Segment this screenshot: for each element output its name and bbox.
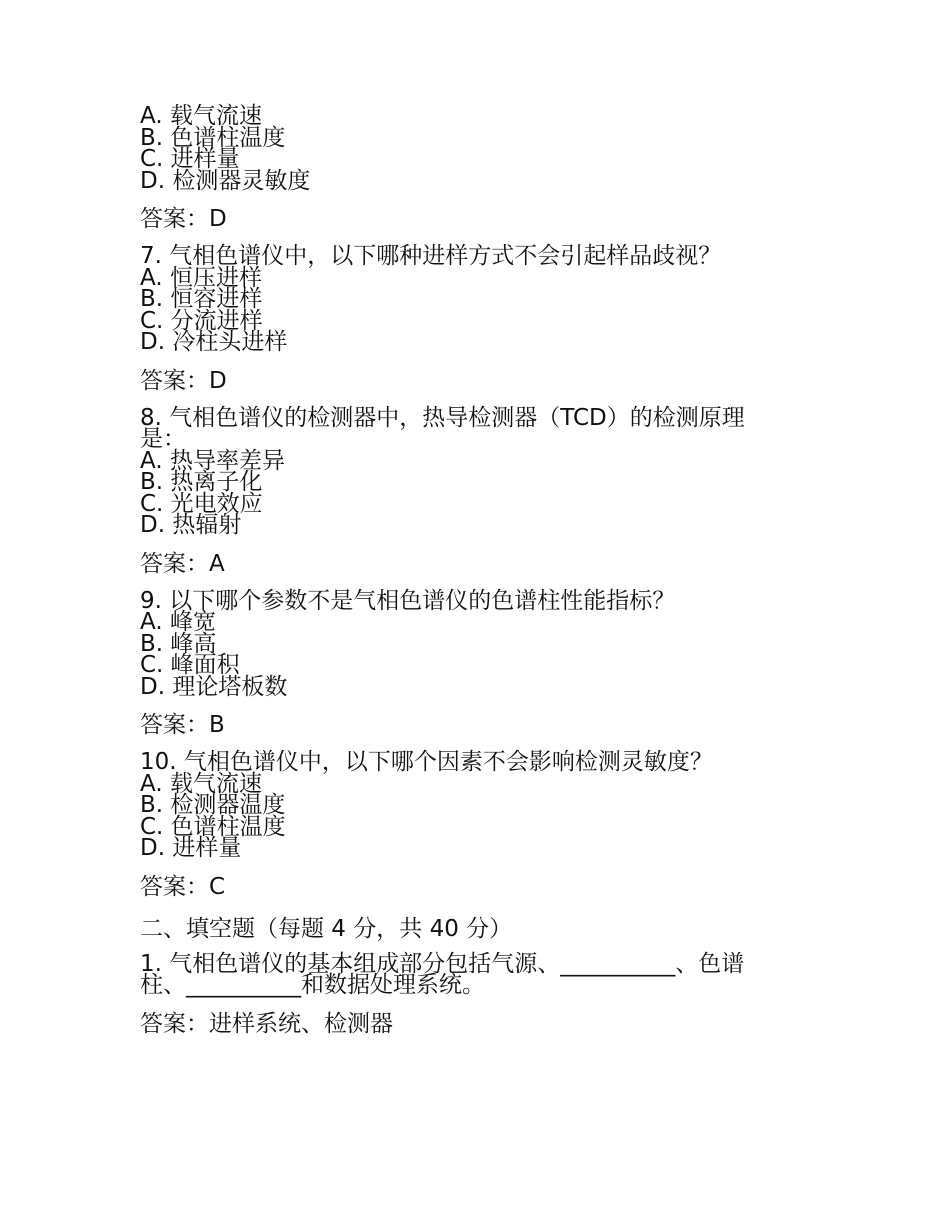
q7-question: 7. 气相色谱仪中，以下哪种进样方式不会引起样品歧视？ — [140, 243, 722, 269]
q8-question-line2: 是： — [140, 426, 186, 452]
q7-option-d: D. 冷柱头进样 — [140, 329, 288, 355]
q8-option-a: A. 热导率差异 — [140, 447, 285, 474]
q9-option-b: B. 峰高 — [140, 630, 217, 657]
q8-answer: 答案：A — [140, 550, 225, 577]
q7-answer: 答案：D — [140, 367, 227, 394]
question-8 — [140, 404, 820, 538]
q10-option-c: C. 色谱柱温度 — [140, 813, 286, 840]
q8-option-c: C. 光电效应 — [140, 490, 263, 517]
question-6-options — [140, 103, 820, 194]
section-2-title: 二、填空题（每题 4 分，共 40 分） — [140, 915, 513, 942]
q10-question: 10. 气相色谱仪中，以下哪个因素不会影响检测灵敏度？ — [140, 749, 713, 775]
q8-question-line1: 8. 气相色谱仪的检测器中，热导检测器（TCD）的检测原理 — [140, 404, 745, 431]
q9-question: 9. 以下哪个参数不是气相色谱仪的色谱柱性能指标？ — [140, 587, 676, 614]
document-page — [140, 103, 820, 1051]
q10-answer: 答案：C — [140, 873, 226, 900]
q9-option-a: A. 峰宽 — [140, 609, 216, 635]
q6-option-c: C. 进样量 — [140, 146, 240, 172]
q6-option-b: B. 色谱柱温度 — [140, 124, 286, 151]
fill1-question-line1: 1. 气相色谱仪的基本组成部分包括气源、__________、色谱 — [140, 950, 745, 977]
q8-option-d: D. 热辐射 — [140, 512, 242, 538]
question-7 — [140, 243, 820, 355]
q8-option-b: B. 热离子化 — [140, 469, 263, 495]
q9-answer: 答案：B — [140, 712, 225, 738]
q9-option-d: D. 理论塔板数 — [140, 673, 288, 700]
q7-option-c: C. 分流进样 — [140, 307, 263, 334]
q10-option-b: B. 检测器温度 — [140, 792, 286, 818]
q6-answer: 答案：D — [140, 206, 227, 232]
question-10 — [140, 749, 820, 861]
q7-option-a: A. 恒压进样 — [140, 264, 262, 291]
q6-option-d: D. 检测器灵敏度 — [140, 167, 311, 194]
q10-option-a: A. 载气流速 — [140, 770, 262, 797]
fill-question-1 — [140, 950, 820, 998]
q9-option-c: C. 峰面积 — [140, 652, 240, 678]
question-9 — [140, 587, 820, 700]
q6-option-a: A. 载气流速 — [140, 103, 262, 129]
fill1-answer: 答案：进样系统、检测器 — [140, 1010, 393, 1037]
q7-option-b: B. 恒容进样 — [140, 286, 263, 312]
fill1-question-line2: 柱、__________和数据处理系统。 — [140, 972, 485, 998]
q10-option-d: D. 进样量 — [140, 835, 242, 861]
